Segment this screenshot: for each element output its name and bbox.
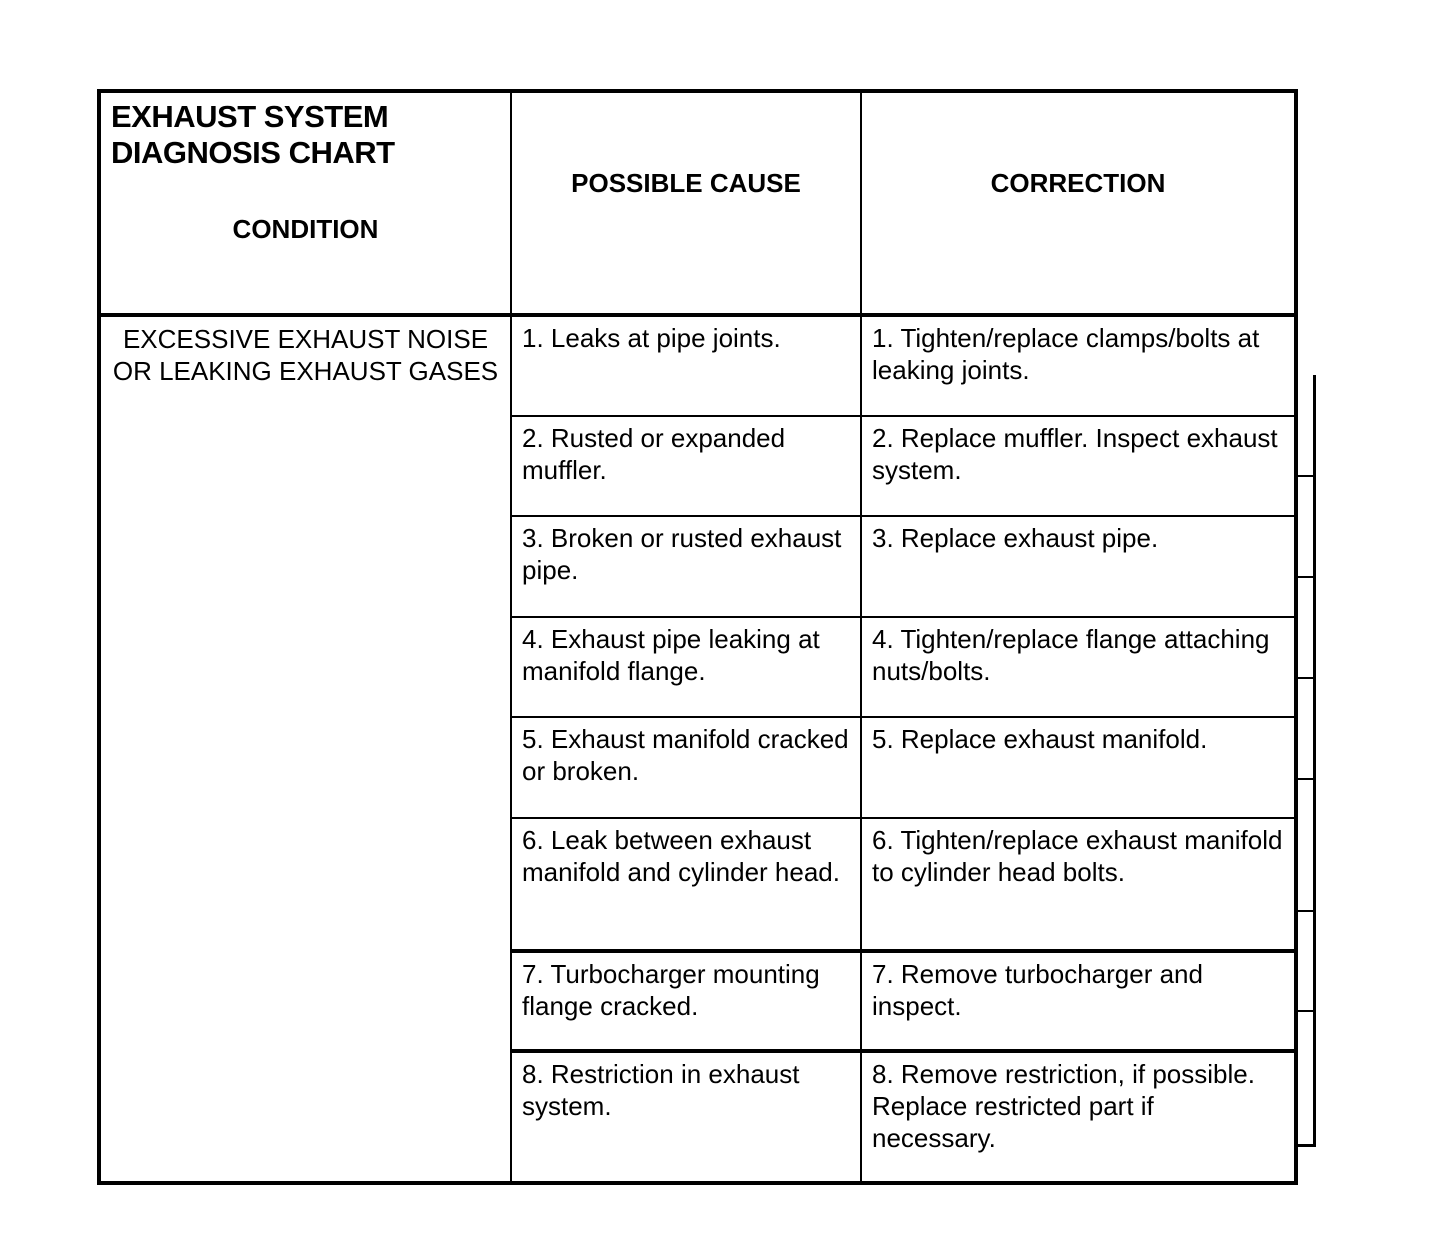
diagnosis-chart-table xyxy=(97,89,1298,1185)
header-row xyxy=(99,91,1296,315)
condition-cell: EXCESSIVE EXHAUST NOISE OR LEAKING EXHAUST GASES xyxy=(99,315,511,1183)
right-edge-rule xyxy=(1296,677,1316,679)
right-edge-rule xyxy=(1296,910,1316,912)
chart-title xyxy=(111,99,395,171)
right-edge-rule xyxy=(1296,778,1316,780)
right-edge-rule xyxy=(1296,1010,1316,1012)
cause-cell: 2. Rusted or expanded muffler. xyxy=(511,416,861,516)
chart-title-line2: DIAGNOSIS CHART xyxy=(111,135,395,170)
cause-cell: 6. Leak between exhaust manifold and cylinder head. xyxy=(511,818,861,951)
condition-column-header: CONDITION xyxy=(232,214,379,244)
right-edge-rule xyxy=(1296,475,1316,477)
correction-cell: 4. Tighten/replace flange attaching nuts/bolts. xyxy=(861,617,1296,717)
correction-cell: 2. Replace muffler. Inspect exhaust system. xyxy=(861,416,1296,516)
correction-cell: 5. Replace exhaust manifold. xyxy=(861,717,1296,818)
chart-title-line1: EXHAUST SYSTEM xyxy=(111,99,389,134)
correction-column-header: CORRECTION xyxy=(861,91,1296,315)
right-edge-rule xyxy=(1296,576,1316,578)
table-row xyxy=(99,315,1296,416)
correction-cell: 3. Replace exhaust pipe. xyxy=(861,516,1296,617)
cause-cell: 7. Turbocharger mounting flange cracked. xyxy=(511,951,861,1051)
cause-cell: 4. Exhaust pipe leaking at manifold flange. xyxy=(511,617,861,717)
cause-cell: 5. Exhaust manifold cracked or broken. xyxy=(511,717,861,818)
possible-cause-column-header: POSSIBLE CAUSE xyxy=(511,91,861,315)
correction-cell: 1. Tighten/replace clamps/bolts at leaking joints. xyxy=(861,315,1296,416)
correction-cell: 8. Remove restriction, if possible. Replace restricted part if necessary. xyxy=(861,1051,1296,1183)
cause-cell: 1. Leaks at pipe joints. xyxy=(511,315,861,416)
cause-cell: 8. Restriction in exhaust system. xyxy=(511,1051,861,1183)
cause-cell: 3. Broken or rusted exhaust pipe. xyxy=(511,516,861,617)
correction-cell: 7. Remove turbocharger and inspect. xyxy=(861,951,1296,1051)
correction-cell: 6. Tighten/replace exhaust manifold to cylinder head bolts. xyxy=(861,818,1296,951)
condition-header-cell xyxy=(99,91,511,315)
right-edge-bar xyxy=(1296,375,1316,1147)
